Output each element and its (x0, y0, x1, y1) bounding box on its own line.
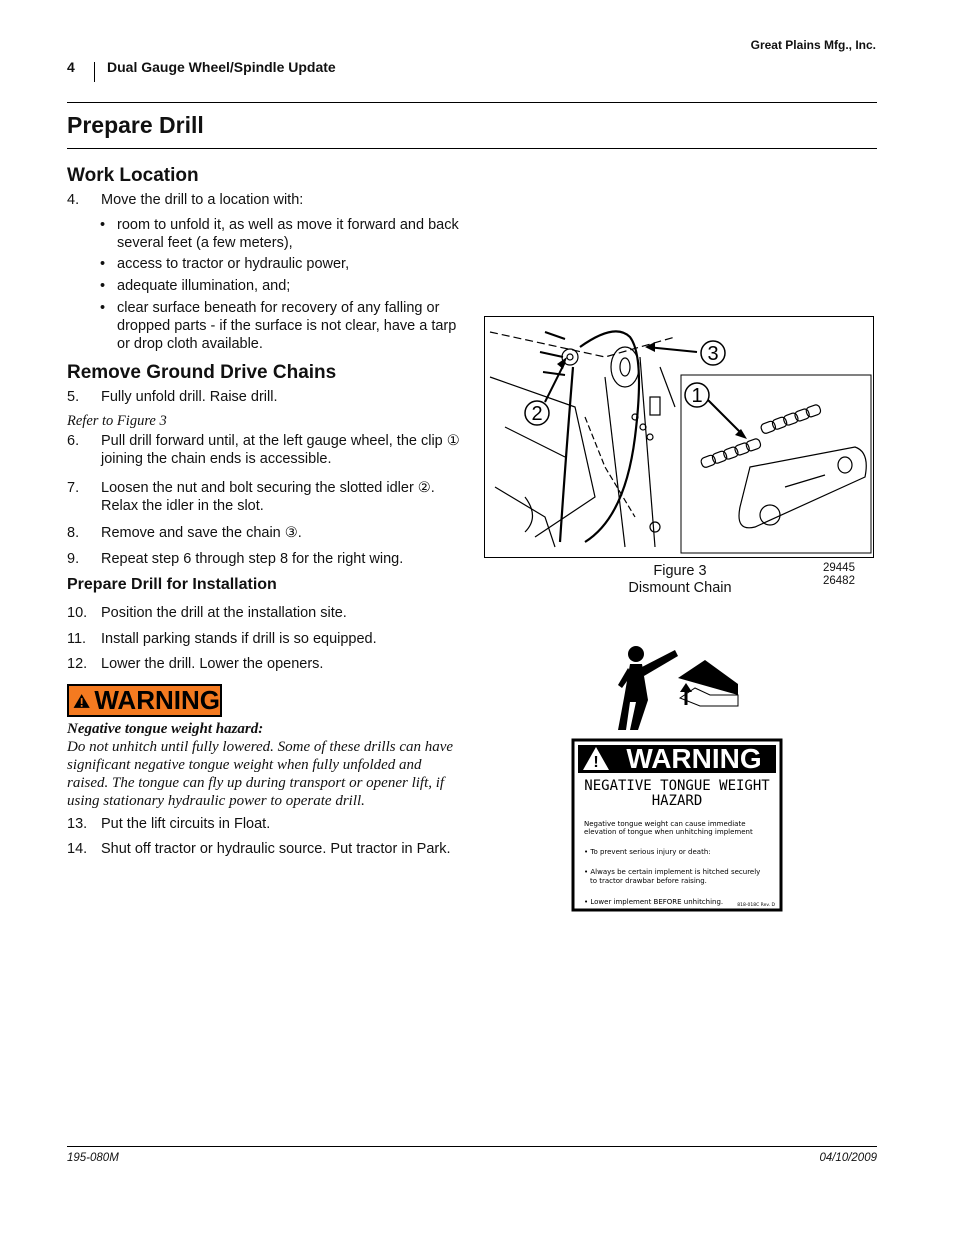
bullet-text: adequate illumination, and; (117, 278, 291, 294)
step-text: Install parking stands if drill is so equipped. (101, 631, 377, 647)
header-rule (67, 102, 877, 103)
chain-drawing (485, 317, 873, 557)
figure-caption-number: Figure 3 (653, 563, 707, 579)
step-number: 6. (67, 433, 80, 449)
step-text: Lower the drill. Lower the openers. (101, 656, 324, 672)
company-name: Great Plains Mfg., Inc. (750, 38, 876, 52)
step-11 (67, 630, 462, 648)
bullet-item: • adequate illumination, and; (100, 277, 462, 295)
decal-graphic (570, 640, 785, 915)
bullet-text: room to unfold it, as well as move it forward and back several feet (a few meters), (117, 217, 459, 251)
decal-subtitle-1: NEGATIVE TONGUE WEIGHT (584, 778, 770, 794)
bullet-item: • clear surface beneath for recovery of any falling or dropped parts - if the surface is not clear, have a tarp or drop cloth available. (100, 299, 462, 353)
callout-3 (645, 341, 725, 365)
step-6 (67, 432, 462, 468)
step-number: 13. (67, 816, 88, 832)
decal-subtitle-2: HAZARD (651, 793, 703, 809)
step-8 (67, 524, 462, 542)
decal-line: • To prevent serious injury or death: (584, 848, 711, 856)
figure-ref-1: 29445 (823, 562, 855, 574)
bullet-text: access to tractor or hydraulic power, (117, 256, 350, 272)
figure-ref-2: 26482 (823, 575, 855, 587)
step-number: 14. (67, 841, 88, 857)
step-number: 12. (67, 656, 88, 672)
figure-reference: Refer to Figure 3 (67, 413, 167, 429)
warning-badge-label: WARNING (94, 685, 220, 715)
remove-chains-heading: Remove Ground Drive Chains (67, 362, 337, 383)
page-number: 4 (67, 59, 75, 75)
document-title: Dual Gauge Wheel/Spindle Update (107, 59, 336, 75)
figure-ref-numbers (823, 562, 855, 588)
header-separator (94, 62, 95, 82)
decal-line: Negative tongue weight can cause immediate (584, 820, 746, 828)
hazard-pictogram-icon (618, 646, 738, 730)
decal-part-number: 818-018C Rev. D (737, 903, 775, 908)
step-4 (67, 191, 462, 209)
step-5 (67, 388, 462, 406)
step-number: 11. (67, 631, 87, 647)
step-number: 7. (67, 480, 80, 496)
warning-decal (570, 640, 785, 915)
decal-line: to tractor drawbar before raising. (590, 877, 707, 885)
bullet-item: • room to unfold it, as well as move it forward and back several feet (a few meters), (100, 216, 462, 252)
step-number: 8. (67, 525, 80, 541)
warning-triangle-icon (73, 688, 90, 714)
prepare-install-heading: Prepare Drill for Installation (67, 576, 277, 593)
step-text: Shut off tractor or hydraulic source. Put tractor in Park. (101, 841, 451, 857)
decal-line: • Always be certain implement is hitched securely (584, 868, 761, 876)
step-7 (67, 479, 462, 515)
step-number: 5. (67, 389, 80, 405)
warning-title: Negative tongue weight hazard: (67, 721, 264, 737)
figure-3 (484, 316, 874, 558)
warning-text: Do not unhitch until fully lowered. Some of these drills can have significant negative tongue weight when fully unfolded and raised. The tongue can fly up during transport or opener lift, if using stationary hydraulic power to operate drill. (67, 739, 454, 809)
page-title: Prepare Drill (67, 112, 204, 138)
decal-line: • Lower implement BEFORE unhitching. (584, 898, 724, 906)
bullet-text: clear surface beneath for recovery of any falling or dropped parts - if the surface is not clear, have a tarp or drop cloth available. (117, 300, 457, 352)
title-rule (67, 148, 877, 149)
decal-header: WARNING (626, 743, 762, 774)
step-number: 4. (67, 192, 80, 208)
step-number: 9. (67, 551, 80, 567)
step-9 (67, 550, 462, 568)
step-text: Pull drill forward until, at the left gauge wheel, the clip ① joining the chain ends is accessible. (101, 433, 460, 467)
svg-text:!: ! (593, 754, 599, 771)
figure-caption-title: Dismount Chain (628, 580, 732, 596)
work-location-heading: Work Location (67, 165, 199, 186)
step-12 (67, 655, 462, 673)
warning-badge (67, 684, 222, 717)
step-number: 10. (67, 605, 88, 621)
step-text: Put the lift circuits in Float. (101, 816, 271, 832)
callout-3-label: 3 (707, 343, 719, 365)
step-text: Loosen the nut and bolt securing the slotted idler ②. Relax the idler in the slot. (101, 480, 435, 514)
footer-date: 04/10/2009 (819, 1152, 877, 1164)
step-14 (67, 840, 462, 858)
step-text: Repeat step 6 through step 8 for the right wing. (101, 551, 404, 567)
figure-caption (580, 563, 780, 597)
step-text: Move the drill to a location with: (101, 192, 304, 208)
footer-rule (67, 1146, 877, 1147)
step-text: Remove and save the chain ③. (101, 525, 302, 541)
bullet-item: • access to tractor or hydraulic power, (100, 255, 462, 273)
step-text: Fully unfold drill. Raise drill. (101, 389, 278, 405)
step-text: Position the drill at the installation site. (101, 605, 347, 621)
step-13 (67, 815, 462, 833)
callout-1-label: 1 (691, 385, 703, 407)
footer-doc-number: 195-080M (67, 1152, 119, 1164)
callout-2-label: 2 (531, 403, 543, 425)
decal-line: elevation of tongue when unhitching implement (584, 828, 753, 836)
step-10 (67, 604, 462, 622)
